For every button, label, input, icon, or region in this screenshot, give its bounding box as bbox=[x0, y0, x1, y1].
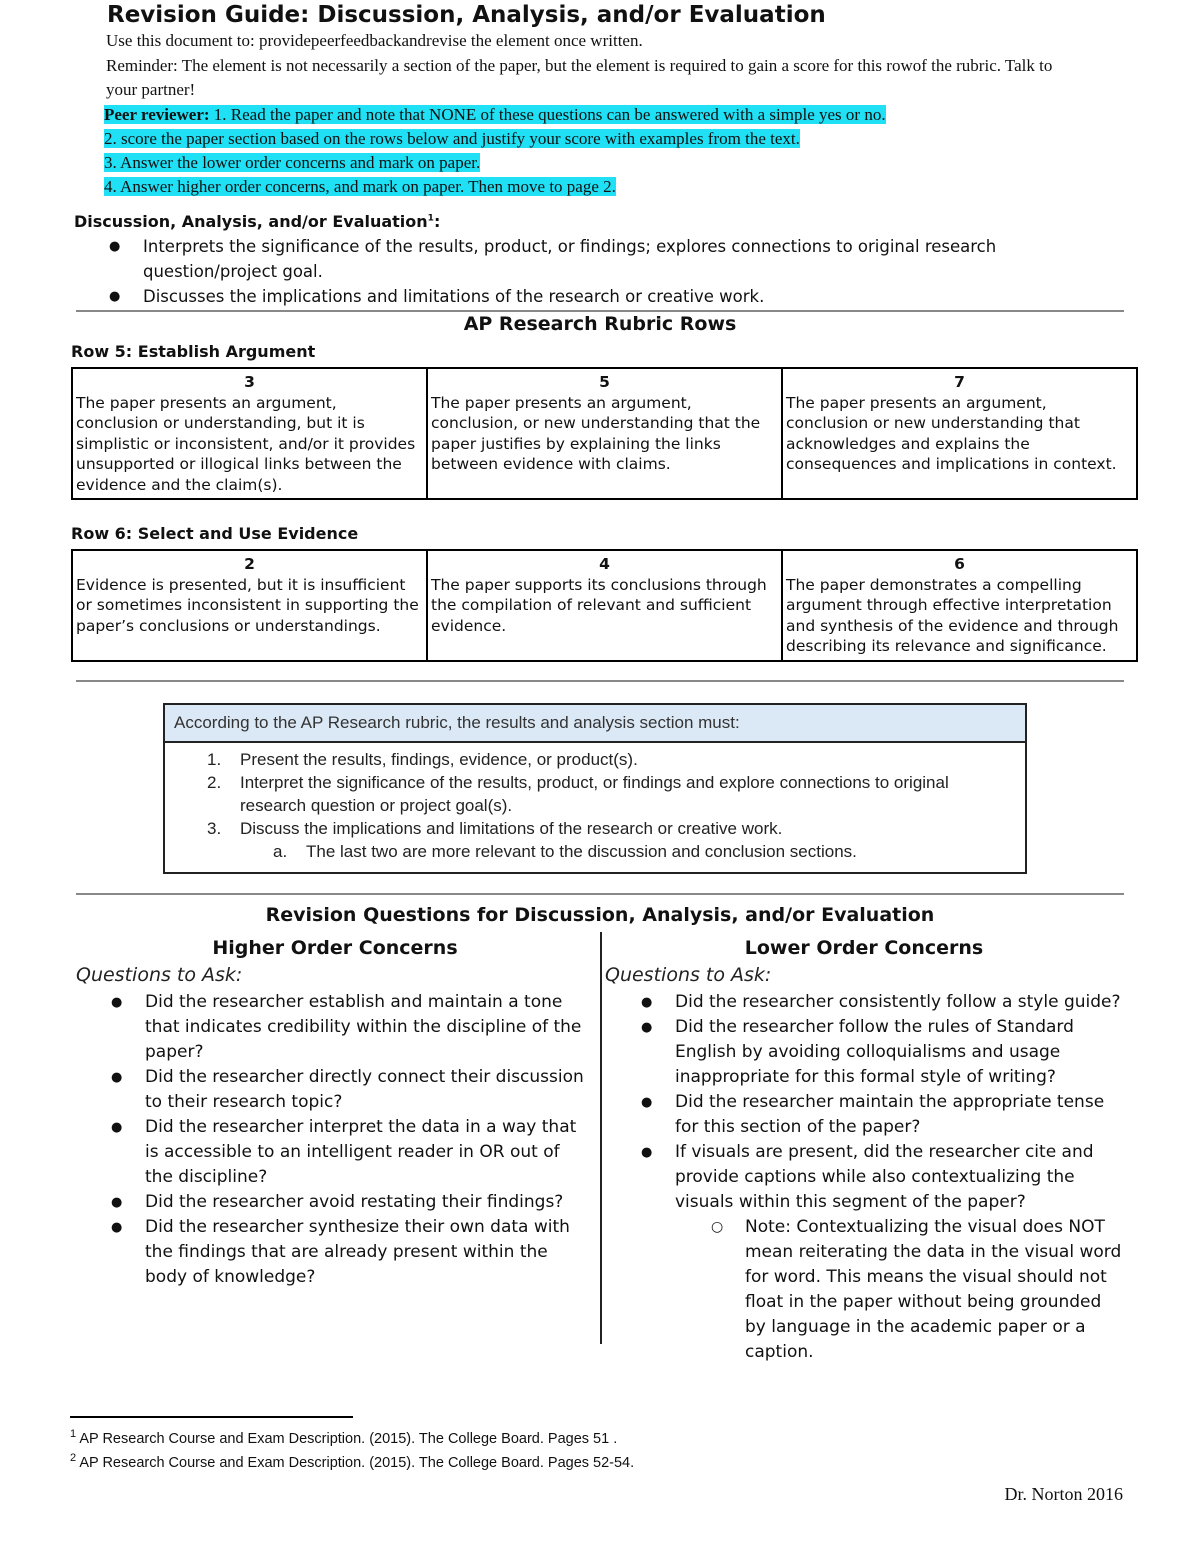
revision-heading: Revision Questions for Discussion, Analysis, and/or Evaluation bbox=[265, 904, 935, 926]
lower-questions-label: Questions to Ask: bbox=[605, 964, 772, 986]
intro-use: Use this document to: providepeerfeedbackandrevise the element once written. bbox=[106, 31, 643, 50]
footnote-rule bbox=[70, 1416, 353, 1418]
rubric-cell: 6 The paper demonstrates a compelling argument through effective interpretation and synthesis of the evidence and through describing its relevance and significance. bbox=[782, 550, 1137, 661]
peer-reviewer-label: Peer reviewer: bbox=[104, 105, 210, 124]
element-bullets bbox=[143, 234, 1113, 309]
list-item: ● Discusses the implications and limitations of the research or creative work. bbox=[143, 284, 1113, 309]
peer-step-4b: Then move to page 2. bbox=[464, 177, 616, 196]
list-item: ● Did the researcher synthesize their own data with the findings that are already present within the body of knowledge? bbox=[145, 1215, 585, 1290]
higher-order-title: Higher Order Concerns bbox=[212, 937, 458, 959]
row6-label: Row 6: Select and Use Evidence bbox=[71, 524, 359, 543]
higher-order-list bbox=[145, 990, 585, 1290]
footnote-1: $^1$ AP Research Course and Exam Description. (2015). The College Board. Pages 51 . bbox=[70, 1428, 618, 1447]
lower-order-list bbox=[675, 990, 1125, 1215]
intro-reminder: Reminder: The element is not necessarily a section of the paper, but the element is required to gain a score for this rowof the rubric. Talk to your partner! bbox=[106, 56, 1053, 99]
rubric-cell: 3 The paper presents an argument, conclusion or understanding, but it is simplistic or inconsistent, and/or it provides unsupported or illogical links between the evidence and the claim(s). bbox=[72, 368, 427, 499]
list-item: ● Did the researcher follow the rules of Standard English by avoiding colloquialisms and usage inappropriate for this formal style of writing? bbox=[675, 1015, 1125, 1090]
ap-requirements-box bbox=[163, 703, 1027, 874]
footnote-2: $^2$ AP Research Course and Exam Description. (2015). The College Board. Pages 52-54. bbox=[70, 1452, 635, 1471]
rubric-cell: 7 The paper presents an argument, conclusion or new understanding that acknowledges and explains the consequences and implications in context. bbox=[782, 368, 1137, 499]
list-item: ● Did the researcher avoid restating their findings? bbox=[145, 1190, 585, 1215]
peer-step-2: 2. score the paper section based on the rows below and justify your score with examples from the text. bbox=[104, 129, 800, 148]
rubric-row5-table bbox=[71, 367, 1138, 500]
element-heading: Discussion, Analysis, and/or Evaluation$^1$: bbox=[74, 212, 441, 231]
ap-box-header: According to the AP Research rubric, the results and analysis section must: bbox=[165, 705, 1025, 743]
author-signature: Dr. Norton 2016 bbox=[1004, 1484, 1123, 1504]
list-item: ● If visuals are present, did the researcher cite and provide captions while also contextualizing the visuals within this segment of the paper? bbox=[675, 1140, 1125, 1215]
list-item: ● Did the researcher directly connect their discussion to their research topic? bbox=[145, 1065, 585, 1115]
list-item: ● Did the researcher interpret the data in a way that is accessible to an intelligent reader in OR out of the discipline? bbox=[145, 1115, 585, 1190]
divider bbox=[76, 310, 1124, 312]
list-item: ● Interprets the significance of the results, product, or findings; explores connections to original research question/project goal. bbox=[143, 234, 1113, 284]
rubric-cell: 4 The paper supports its conclusions through the compilation of relevant and sufficient evidence. bbox=[427, 550, 782, 661]
list-item: ● Did the researcher establish and maintain a tone that indicates credibility within the discipline of the paper? bbox=[145, 990, 585, 1065]
list-item: ● Did the researcher maintain the appropriate tense for this section of the paper? bbox=[675, 1090, 1125, 1140]
rubric-heading: AP Research Rubric Rows bbox=[463, 313, 737, 335]
list-item: 3. Discuss the implications and limitations of the research or creative work. bbox=[207, 819, 783, 838]
divider bbox=[76, 680, 1124, 682]
list-item: a. The last two are more relevant to the discussion and conclusion sections. bbox=[273, 842, 857, 861]
hollow-bullet-icon: ○ bbox=[711, 1219, 724, 1235]
rubric-cell: 5 The paper presents an argument, conclusion, or new understanding that the paper justifies by explaining the links between evidence with claims. bbox=[427, 368, 782, 499]
note-item: ○ Note: Contextualizing the visual does NOT mean reiterating the data in the visual word for word. This means the visual should not float in the paper without being grounded by language in the academic paper or a caption. bbox=[711, 1217, 1122, 1362]
peer-step-3: 3. Answer the lower order concerns and mark on paper. bbox=[104, 153, 481, 172]
rubric-cell: 2 Evidence is presented, but it is insufficient or sometimes inconsistent in supporting the paper’s conclusions or understandings. bbox=[72, 550, 427, 661]
list-item: 2. Interpret the significance of the results, product, or findings and explore connections to original research question or project goal(s). bbox=[207, 773, 949, 815]
divider bbox=[76, 893, 1124, 895]
list-item: 1. Present the results, findings, evidence, or product(s). bbox=[207, 750, 638, 769]
peer-step-1: 1. Read the paper and note that NONE of these questions can be answered with a simple yes or no. bbox=[209, 105, 886, 124]
footnote-ref: 1 bbox=[427, 213, 434, 224]
list-item: ● Did the researcher consistently follow a style guide? bbox=[675, 990, 1125, 1015]
higher-questions-label: Questions to Ask: bbox=[76, 964, 243, 986]
column-divider bbox=[600, 932, 602, 1344]
row5-label: Row 5: Establish Argument bbox=[71, 342, 316, 361]
page-title: Revision Guide: Discussion, Analysis, and/or Evaluation bbox=[107, 2, 826, 28]
peer-reviewer-steps bbox=[104, 103, 886, 199]
lower-order-title: Lower Order Concerns bbox=[744, 937, 984, 959]
rubric-row6-table bbox=[71, 549, 1138, 662]
peer-step-4: 4. Answer higher order concerns, and mark on paper. bbox=[104, 177, 465, 196]
